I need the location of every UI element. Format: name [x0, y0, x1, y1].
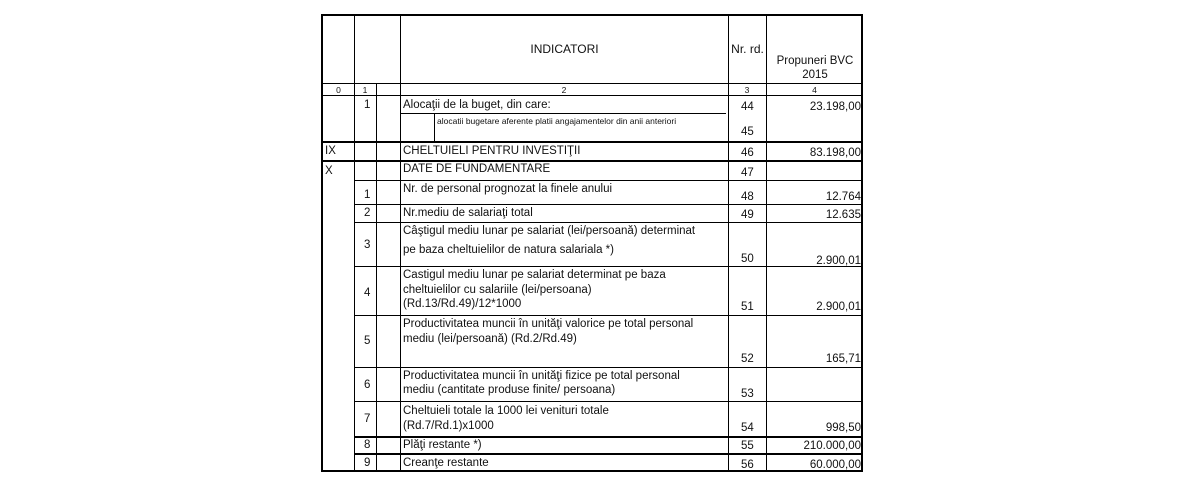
row-divider-sub	[400, 113, 726, 114]
row-label: (Rd.13/Rd.49)/12*1000	[403, 298, 522, 310]
row-label: Cheltuieli totale la 1000 lei venituri totale	[403, 405, 609, 417]
col-number-0: 0	[336, 85, 341, 95]
row-label: Productivitatea muncii în unităţi valorice pe total personal	[403, 318, 694, 330]
col-number-4: 4	[812, 85, 817, 95]
row-label: Câştigul mediu lunar pe salariat (lei/persoană) determinat	[403, 225, 696, 237]
row-nr: 2	[364, 207, 371, 219]
row-rd: 53	[741, 388, 754, 400]
header-divider	[323, 83, 861, 84]
row-rd: 47	[741, 167, 754, 179]
row-rd: 46	[741, 147, 754, 159]
row-label: Alocaţii de la buget, din care:	[403, 99, 551, 111]
row-nr: 9	[364, 457, 371, 469]
row-value: 23.198,00	[809, 101, 861, 113]
row-label: Nr. de personal prognozat la finele anului	[403, 183, 613, 195]
row-rd: 50	[741, 253, 754, 265]
row-code: IX	[325, 145, 336, 157]
budget-indicators-table	[321, 14, 863, 472]
row-nr: 8	[364, 439, 371, 451]
col-number-3: 3	[744, 85, 750, 95]
row-label: Plăţi restante *)	[403, 439, 482, 451]
header-propuneri: Propuneri BVC	[776, 55, 854, 67]
row-rd: 49	[741, 209, 754, 221]
row-divider	[354, 367, 861, 368]
row-label: Nr.mediu de salariaţi total	[403, 207, 533, 219]
row-label: Castigul mediu lunar pe salariat determinat pe baza	[403, 269, 666, 281]
subrow-indent-line	[434, 113, 435, 141]
row-code: X	[325, 165, 333, 177]
header-indicatori: INDICATORI	[530, 42, 599, 56]
row-nr: 4	[364, 287, 371, 299]
row-label: alocatii bugetare aferente platii angajamentelor din anii anteriori	[437, 116, 677, 126]
row-divider	[354, 266, 861, 267]
row-label: Productivitatea muncii în unităţi fizice pe total personal	[403, 370, 680, 382]
col-numbers-divider	[323, 95, 861, 96]
row-value: 210.000,00	[803, 440, 861, 452]
col-number-1: 1	[362, 85, 368, 95]
row-rd: 45	[741, 126, 754, 138]
row-divider	[354, 453, 861, 455]
row-label: DATE DE FUNDAMENTARE	[403, 163, 551, 175]
row-rd: 44	[741, 101, 754, 113]
row-divider	[323, 141, 861, 143]
row-divider	[354, 401, 861, 402]
row-value: 2.900,01	[816, 301, 861, 313]
row-label: Creanţe restante	[403, 457, 489, 469]
row-label: cheltuielilor cu salariile (lei/persoana)	[403, 284, 592, 296]
row-rd: 54	[741, 422, 754, 434]
row-value: 2.900,01	[816, 255, 861, 267]
row-rd: 56	[741, 459, 754, 471]
row-rd: 55	[741, 440, 754, 452]
row-label: pe baza cheltuielilor de natura salariala *)	[403, 244, 614, 256]
row-value: 998,50	[825, 422, 861, 434]
row-value: 12.635	[825, 209, 861, 221]
row-divider	[354, 222, 861, 223]
row-nr: 3	[364, 239, 371, 251]
row-rd: 51	[741, 301, 754, 313]
row-nr: 7	[364, 413, 371, 425]
row-nr: 1	[364, 189, 371, 201]
row-value: 12.764	[825, 191, 861, 203]
row-label: mediu (cantitate produse finite/ persoana)	[403, 384, 616, 396]
row-rd: 52	[741, 353, 754, 365]
row-rd: 48	[741, 191, 754, 203]
header-nr-rd: Nr. rd.	[731, 42, 764, 56]
row-value: 83.198,00	[809, 147, 861, 159]
row-nr: 6	[364, 379, 371, 391]
row-label: CHELTUIELI PENTRU INVESTIŢII	[403, 145, 581, 157]
row-value: 60.000,00	[809, 459, 861, 471]
row-nr: 5	[364, 335, 371, 347]
header-year: 2015	[802, 69, 828, 81]
row-value: 165,71	[825, 353, 861, 365]
row-label: mediu (lei/persoană) (Rd.2/Rd.49)	[403, 333, 577, 345]
row-divider	[354, 204, 861, 205]
row-nr: 1	[364, 99, 371, 111]
row-divider	[354, 315, 861, 316]
row-divider	[354, 180, 861, 181]
row-label: (Rd.7/Rd.1)x1000	[403, 420, 494, 432]
col-number-2: 2	[561, 85, 567, 95]
